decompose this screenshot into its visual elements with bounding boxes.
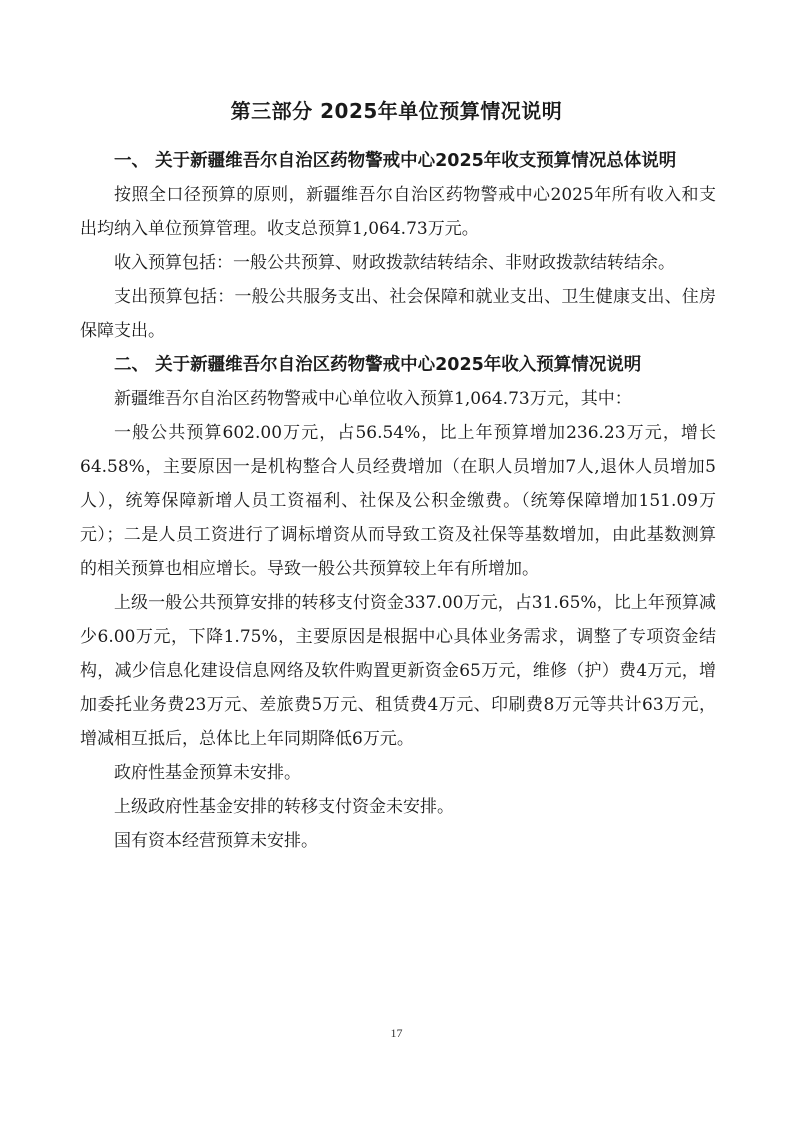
- paragraph: 按照全口径预算的原则，新疆维吾尔自治区药物警戒中心2025年所有收入和支出均纳入单位预算管理。收支总预算1,064.73万元。: [80, 185, 716, 239]
- document-body: [80, 144, 716, 858]
- page-number: 17: [390, 1026, 403, 1040]
- paragraph: 上级政府性基金安排的转移支付资金未安排。: [114, 797, 454, 817]
- paragraph: 政府性基金预算未安排。: [114, 763, 301, 783]
- paragraph: 支出预算包括：一般公共服务支出、社会保障和就业支出、卫生健康支出、住房保障支出。: [80, 287, 716, 341]
- paragraph: 国有资本经营预算未安排。: [114, 831, 318, 851]
- section-overview: [80, 144, 716, 348]
- paragraph: 收入预算包括：一般公共预算、财政拨款结转结余、非财政拨款结转结余。: [114, 253, 675, 273]
- paragraph: 一般公共预算602.00万元，占56.54%，比上年预算增加236.23万元，增长64.58%，主要原因一是机构整合人员经费增加（在职人员增加7人,退休人员增加5人），统筹保障新增人员工资福利、社保及公积金缴费。（统筹保障增加151.09万元）；二是人员工资进行了调标增资从而导致工资及社保等基数增加，由此基数测算的相关预算也相应增长。导致一般公共预算较上年有所增加。: [80, 423, 716, 579]
- page-title: 第三部分 2025年单位预算情况说明: [230, 99, 563, 123]
- section-income-budget: [80, 348, 716, 858]
- section-heading: 一、 关于新疆维吾尔自治区药物警戒中心2025年收支预算情况总体说明: [114, 151, 677, 171]
- paragraph: 新疆维吾尔自治区药物警戒中心单位收入预算1,064.73万元，其中：: [114, 389, 632, 409]
- section-heading: 二、 关于新疆维吾尔自治区药物警戒中心2025年收入预算情况说明: [114, 355, 642, 375]
- paragraph: 上级一般公共预算安排的转移支付资金337.00万元，占31.65%，比上年预算减少6.00万元，下降1.75%，主要原因是根据中心具体业务需求，调整了专项资金结构，减少信息化建设信息网络及软件购置更新资金65万元，维修（护）费4万元，增加委托业务费23万元、差旅费5万元、租赁费4万元、印刷费8万元等共计63万元，增减相互抵后，总体比上年同期降低6万元。: [80, 593, 716, 749]
